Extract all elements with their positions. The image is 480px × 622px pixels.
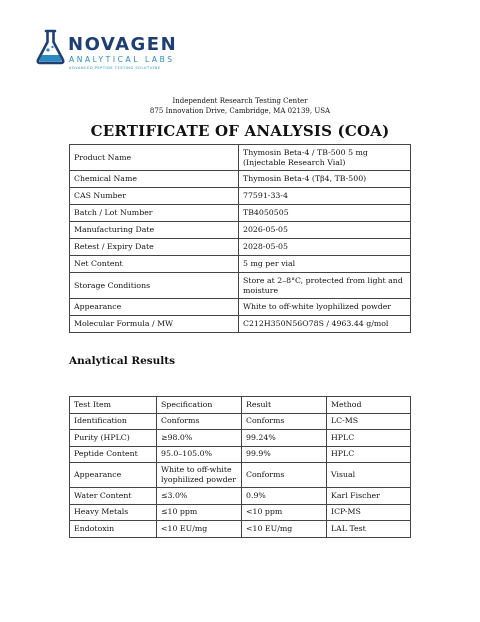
info-row [70, 188, 411, 205]
info-row [70, 239, 411, 256]
brand-tagline: ADVANCED PEPTIDE TESTING SOLUTIONS [69, 66, 161, 70]
table-row [70, 504, 411, 521]
table-cell: White to off-white lyophilized powder [157, 463, 242, 488]
table-cell: Appearance [70, 463, 157, 488]
info-label: Retest / Expiry Date [70, 239, 239, 256]
table-cell: Identification [70, 413, 157, 430]
table-cell: ≤3.0% [157, 488, 242, 505]
info-value: Thymosin Beta-4 / TB-500 5 mg (Injectable Research Vial) [239, 145, 411, 171]
info-value: 77591-33-4 [239, 188, 411, 205]
info-label: Net Content [70, 256, 239, 273]
info-row [70, 299, 411, 316]
info-row [70, 171, 411, 188]
info-value: TB4050505 [239, 205, 411, 222]
info-label: Product Name [70, 145, 239, 171]
analytical-results-table [69, 396, 411, 538]
info-value: White to off-white lyophilized powder [239, 299, 411, 316]
column-header: Result [242, 397, 327, 414]
table-cell: Karl Fischer [327, 488, 411, 505]
table-row [70, 413, 411, 430]
info-value: 2028-05-05 [239, 239, 411, 256]
brand-name: NOVAGEN [68, 34, 178, 55]
column-header: Specification [157, 397, 242, 414]
table-row [70, 521, 411, 538]
info-value: 5 mg per vial [239, 256, 411, 273]
info-value: Thymosin Beta-4 (Tβ4, TB-500) [239, 171, 411, 188]
info-row [70, 273, 411, 299]
table-cell: LAL Test [327, 521, 411, 538]
table-cell: Peptide Content [70, 446, 157, 463]
table-cell: ≥98.0% [157, 430, 242, 447]
table-cell: Endotoxin [70, 521, 157, 538]
column-header: Test Item [70, 397, 157, 414]
section-heading: Analytical Results [69, 355, 176, 367]
table-cell: <10 EU/mg [242, 521, 327, 538]
table-cell: Conforms [242, 463, 327, 488]
info-label: Manufacturing Date [70, 222, 239, 239]
info-label: Storage Conditions [70, 273, 239, 299]
table-cell: 95.0–105.0% [157, 446, 242, 463]
table-cell: <10 ppm [242, 504, 327, 521]
info-label: Batch / Lot Number [70, 205, 239, 222]
flask-icon [34, 28, 67, 66]
info-value: C212H350N56O78S / 4963.44 g/mol [239, 316, 411, 333]
table-cell: HPLC [327, 430, 411, 447]
table-cell: Conforms [157, 413, 242, 430]
table-cell: Heavy Metals [70, 504, 157, 521]
lab-name: Independent Research Testing Center [172, 97, 308, 105]
info-row [70, 256, 411, 273]
table-cell: ICP-MS [327, 504, 411, 521]
info-label: Chemical Name [70, 171, 239, 188]
info-row [70, 316, 411, 333]
product-info-table [69, 144, 411, 333]
info-row [70, 205, 411, 222]
info-value: Store at 2–8°C, protected from light and moisture [239, 273, 411, 299]
table-cell: LC-MS [327, 413, 411, 430]
table-header-row [70, 397, 411, 414]
table-row [70, 430, 411, 447]
table-cell: ≤10 ppm [157, 504, 242, 521]
info-value: 2026-05-05 [239, 222, 411, 239]
brand-subtitle: ANALYTICAL LABS [69, 55, 175, 64]
table-row [70, 463, 411, 488]
info-row [70, 145, 411, 171]
company-logo [34, 28, 178, 84]
info-label: CAS Number [70, 188, 239, 205]
column-header: Method [327, 397, 411, 414]
info-label: Appearance [70, 299, 239, 316]
info-label: Molecular Formula / MW [70, 316, 239, 333]
table-cell: Purity (HPLC) [70, 430, 157, 447]
table-cell: Water Content [70, 488, 157, 505]
page-title: CERTIFICATE OF ANALYSIS (COA) [90, 122, 390, 140]
table-cell: Conforms [242, 413, 327, 430]
lab-address: 875 Innovation Drive, Cambridge, MA 02139, USA [149, 107, 331, 115]
info-row [70, 222, 411, 239]
table-cell: <10 EU/mg [157, 521, 242, 538]
table-cell: 99.9% [242, 446, 327, 463]
table-cell: Visual [327, 463, 411, 488]
table-row [70, 446, 411, 463]
table-cell: 0.9% [242, 488, 327, 505]
table-cell: 99.24% [242, 430, 327, 447]
table-row [70, 488, 411, 505]
table-cell: HPLC [327, 446, 411, 463]
